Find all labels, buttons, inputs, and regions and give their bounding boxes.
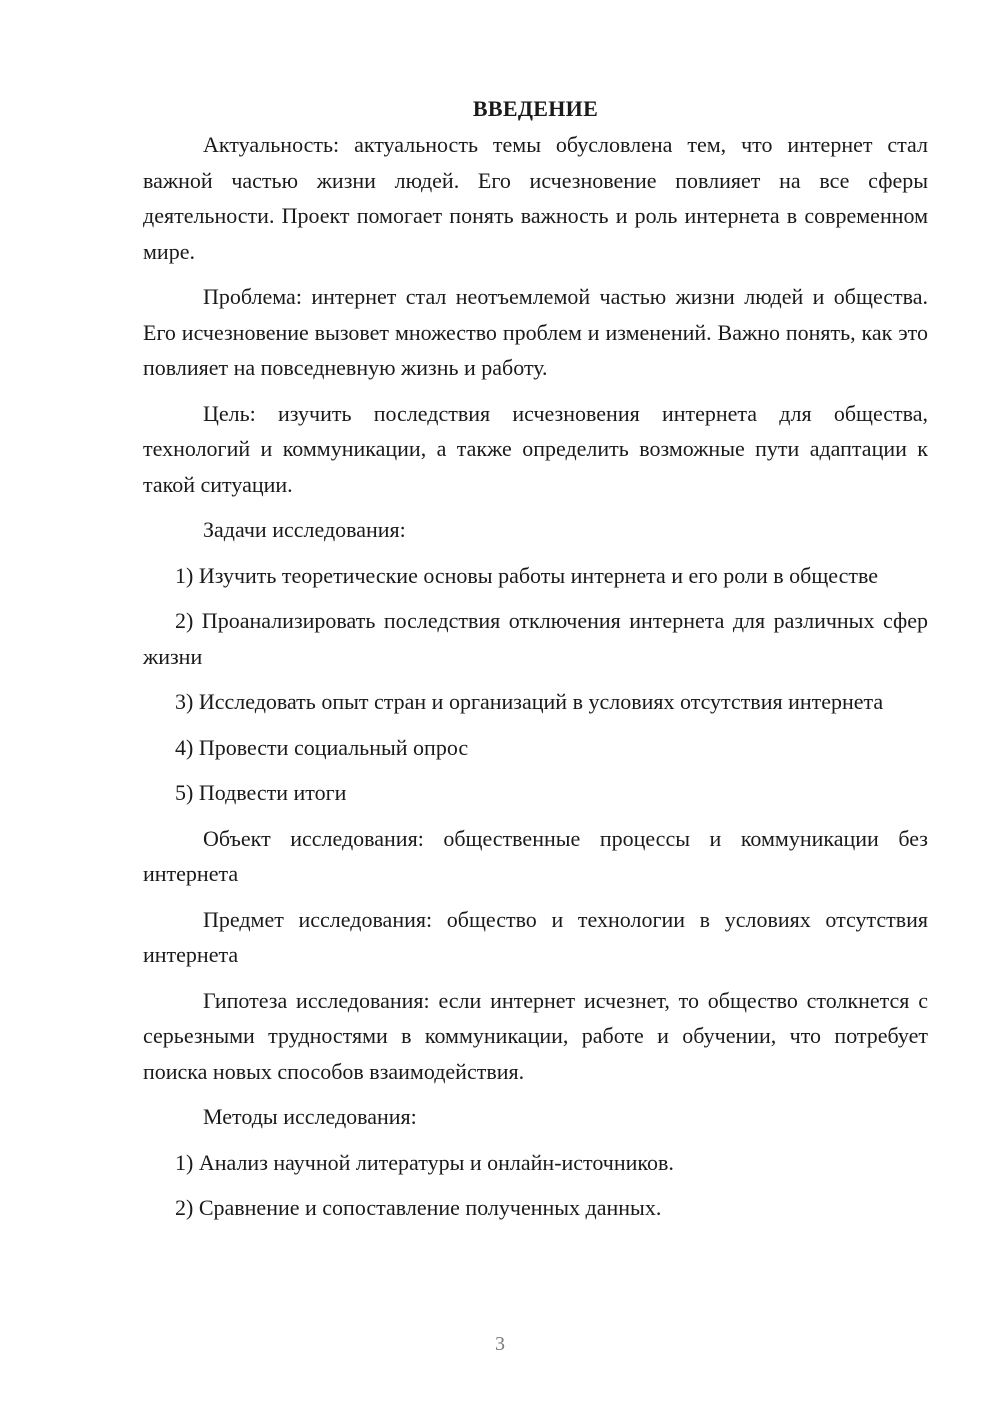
relevance-paragraph: Актуальность: актуальность темы обусловлена тем, что интернет стал важной частью жизни людей. Его исчезновение повлияет на все сферы деятельности. Проект помогает понять важность и роль интернета в современном мире. — [143, 132, 928, 264]
goal-paragraph: Цель: изучить последствия исчезновения интернета для общества, технологий и коммуникации, а также определить возможные пути адаптации к такой ситуации. — [143, 400, 928, 497]
task-item-1: 1) Изучить теоретические основы работы интернета и его роли в обществе — [175, 562, 878, 588]
object-paragraph: Объект исследования: общественные процессы и коммуникации без интернета — [143, 825, 928, 886]
page-number: 3 — [495, 1333, 505, 1355]
method-item-2: 2) Сравнение и сопоставление полученных данных. — [175, 1195, 662, 1220]
hypothesis-paragraph: Гипотеза исследования: если интернет исчезнет, то общество столкнется с серьезными трудностями в коммуникации, работе и обучении, что потребует поиска новых способов взаимодействия. — [143, 987, 928, 1084]
section-heading: ВВЕДЕНИЕ — [472, 96, 599, 121]
method-item-1: 1) Анализ научной литературы и онлайн-источников. — [175, 1149, 674, 1175]
task-item-4: 4) Провести социальный опрос — [175, 734, 469, 760]
problem-paragraph: Проблема: интернет стал неотъемлемой частью жизни людей и общества. Его исчезновение вызовет множество проблем и изменений. Важно понять, как это повлияет на повседневную жизнь и работу. — [143, 284, 928, 380]
task-item-2: 2) Проанализировать последствия отключения интернета для различных сфер жизни — [143, 608, 928, 669]
task-item-5: 5) Подвести итоги — [175, 780, 347, 805]
subject-paragraph: Предмет исследования: общество и технологии в условиях отсутствия интернета — [143, 906, 928, 967]
document-body — [143, 91, 928, 1236]
methods-intro: Методы исследования: — [203, 1104, 417, 1129]
task-item-3: 3) Исследовать опыт стран и организаций в условиях отсутствия интернета — [175, 689, 884, 714]
tasks-intro: Задачи исследования: — [203, 517, 406, 542]
